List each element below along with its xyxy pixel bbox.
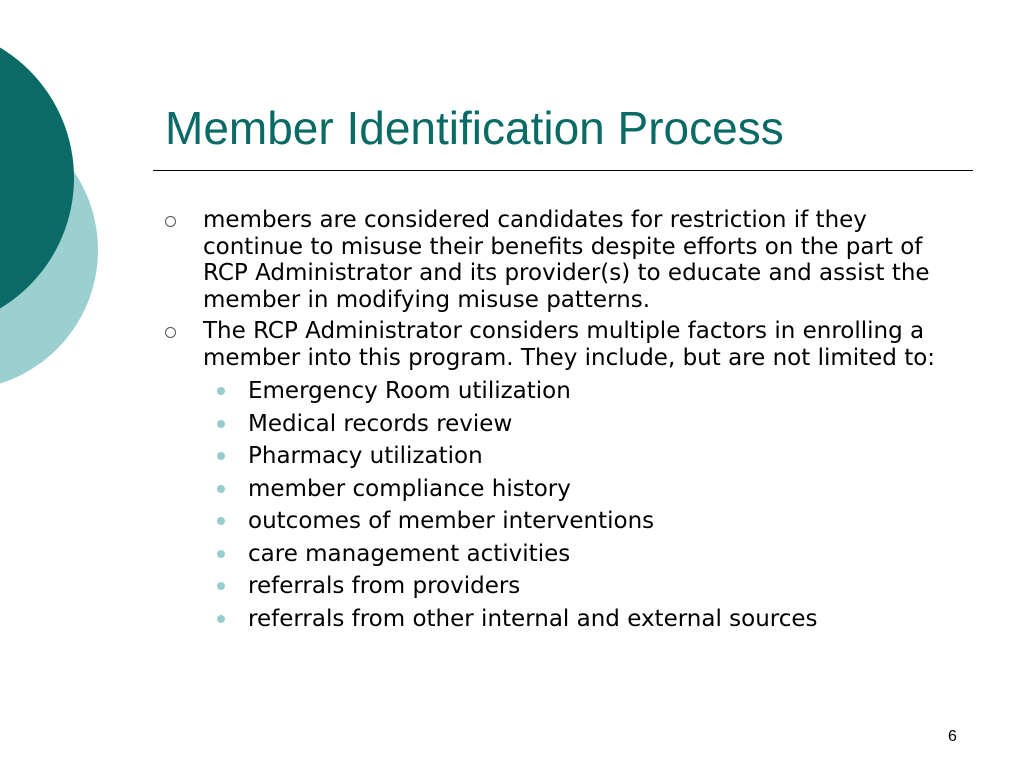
- bullet-item: [163, 207, 963, 313]
- bullet-list: [163, 207, 963, 635]
- bullet-text: members are considered candidates for restriction if they continue to misuse their benefits despite efforts on the part of RCP Administrator and its provider(s) to educate and assist the member in modifying misuse patterns.: [203, 207, 930, 313]
- dot-bullet-icon: [217, 485, 225, 493]
- sub-bullet-text: Pharmacy utilization: [248, 443, 483, 469]
- decorative-circles: [0, 0, 110, 420]
- sub-bullet-item: [203, 473, 963, 506]
- sub-bullet-item: [203, 603, 963, 636]
- sub-bullet-item: [203, 505, 963, 538]
- dot-bullet-icon: [217, 615, 225, 623]
- dot-bullet-icon: [217, 387, 225, 395]
- dot-bullet-icon: [217, 420, 225, 428]
- title-divider: [153, 170, 973, 171]
- sub-bullet-list: [203, 375, 963, 635]
- sub-bullet-text: Medical records review: [248, 410, 513, 437]
- sub-bullet-text: outcomes of member interventions: [248, 508, 655, 534]
- sub-bullet-text: referrals from other internal and external sources: [248, 605, 818, 632]
- sub-bullet-text: Emergency Room utilization: [248, 378, 571, 404]
- bullet-item: [163, 318, 963, 635]
- sub-bullet-text: care management activities: [248, 540, 571, 567]
- sub-bullet-text: referrals from providers: [248, 573, 521, 599]
- hollow-circle-bullet-icon: [165, 216, 176, 227]
- dot-bullet-icon: [217, 582, 225, 590]
- page-number: 6: [948, 728, 957, 745]
- slide-content: [163, 207, 963, 640]
- sub-bullet-item: [203, 375, 963, 408]
- dot-bullet-icon: [217, 550, 225, 558]
- slide-title: Member Identification Process: [165, 102, 784, 154]
- hollow-circle-bullet-icon: [165, 327, 176, 338]
- sub-bullet-item: [203, 440, 963, 473]
- sub-bullet-item: [203, 538, 963, 571]
- dot-bullet-icon: [217, 452, 225, 460]
- bullet-text: The RCP Administrator considers multiple factors in enrolling a member into this program. They include, but are not limited to:: [203, 318, 936, 371]
- sub-bullet-text: member compliance history: [248, 475, 571, 502]
- dot-bullet-icon: [217, 517, 225, 525]
- sub-bullet-item: [203, 408, 963, 441]
- sub-bullet-item: [203, 570, 963, 603]
